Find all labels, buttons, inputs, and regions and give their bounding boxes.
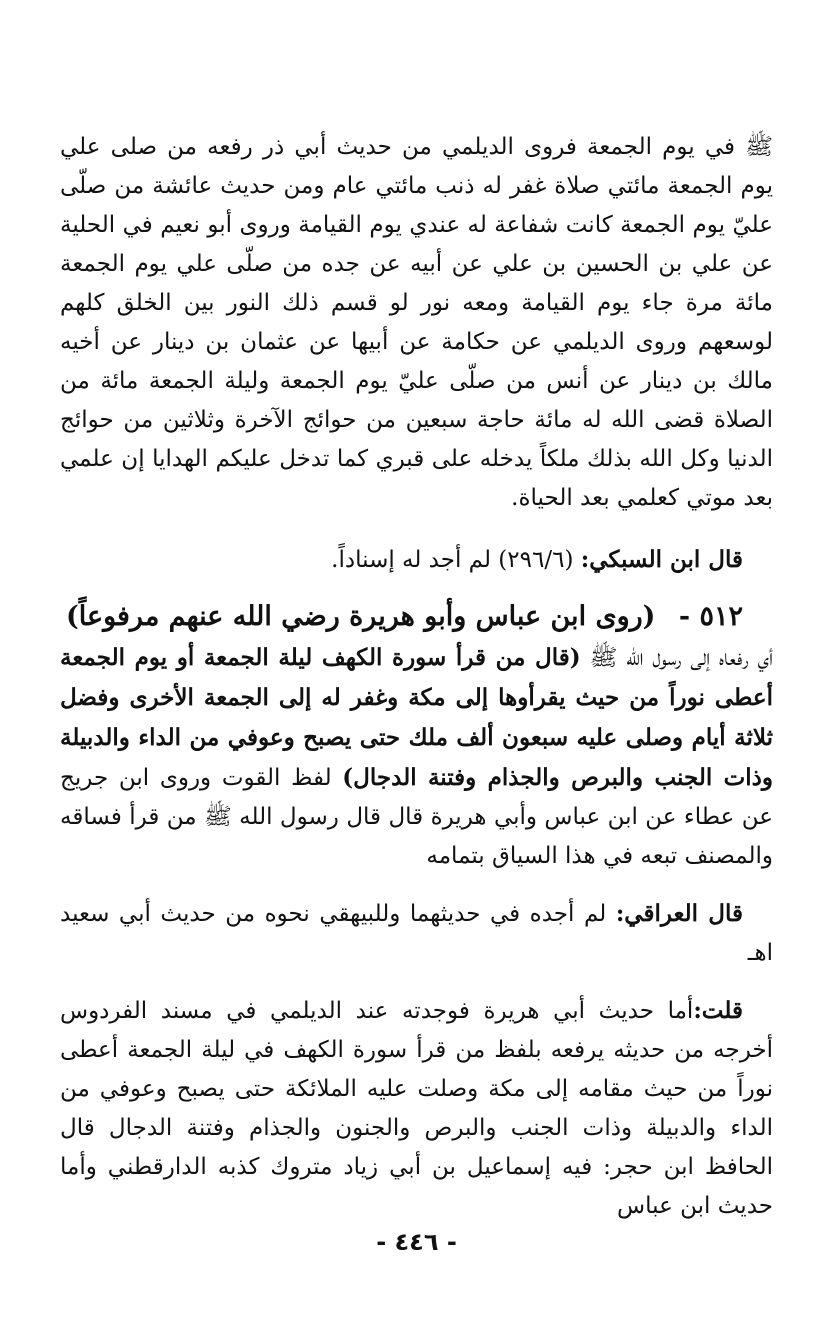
page-number: - ٤٤٦ - [376, 1228, 457, 1256]
hadith-number: ٥١٢ - [678, 601, 743, 632]
qultu-label: قلت: [693, 997, 743, 1024]
hadith-heading-text: (روى ابن عباس وأبو هريرة رضي الله عنهم مرفوعاً) [65, 601, 656, 632]
subki-label: قال ابن السبكي: [580, 546, 743, 573]
hadith-intro: أي رفعاه إلى رسول الله ﷺ [589, 645, 773, 671]
hadith-paragraph [60, 638, 773, 876]
paragraph-salawat-friday: ﷺ في يوم الجمعة فروى الديلمي من حديث أبي ذر رفعه من صلى علي يوم الجمعة مائتي صلاة غفر له ذنب مائتي عام ومن حديث عائشة من صلّى عليّ يوم الجمعة كانت شفاعة له عندي يوم القيامة وروى أبو نعيم في الحلية عن علي بن الحسين بن علي عن أبيه عن جده من صلّى علي يوم الجمعة مائة مرة جاء يوم القيامة ومعه نور لو قسم ذلك النور بين الخلق كلهم لوسعهم وروى الديلمي عن حكامة عن أبيها عن عثمان بن دينار عن أخيه مالك بن دينار عن أنس من صلّى عليّ يوم الجمعة وليلة الجمعة مائة من الصلاة قضى الله له مائة حاجة سبعين من حوائج الآخرة وثلاثين من حوائج الدنيا وكل الله بذلك ملكاً يدخله على قبري كما تدخل عليكم الهدايا إن علمي بعد موتي كعلمي بعد الحياة. [60, 134, 773, 511]
qultu-note [60, 991, 773, 1226]
subki-text: (٢٩٦/٦) لم أجد له إسناداً. [331, 547, 574, 573]
hadith-heading [60, 596, 773, 638]
iraqi-text: لم أجده في حديثهما وللبيهقي نحوه من حديث أبي سعيد اهـ [60, 901, 773, 966]
qultu-text: أما حديث أبي هريرة فوجدته عند الديلمي في مسند الفردوس أخرجه من حديثه يرفعه بلفظ من قرأ سورة الكهف في ليلة الجمعة أعطى نوراً من حيث مقامه إلى مكة وصلت عليه الملائكة حتى يصبح وعوفي من الداء والدبيلة وذات الجنب والبرص والجنون والجذام وفتنة الدجال قال الحافظ ابن حجر: فيه إسماعيل بن أبي زياد متروك كذبه الدارقطني وأما حديث ابن عباس [60, 998, 773, 1219]
hadith-rest: لفظ القوت وروى ابن جريج عن عطاء عن ابن عباس وأبي هريرة قال قال رسول الله ﷺ من قرأ فساقه والمصنف تبعه في هذا السياق بتمامه [60, 765, 773, 869]
iraqi-note [60, 894, 773, 973]
subki-note [60, 540, 773, 580]
hadith-matn: (قال من قرأ سورة الكهف ليلة الجمعة أو يوم الجمعة أعطى نوراً من حيث يقرأوها إلى مكة وغفر له إلى الجمعة الأخرى وفضل ثلاثة أيام وصلى عليه سبعون ألف ملك حتى يصبح وعوفي من الداء والدبيلة وذات الجنب والبرص والجذام وفتنة الدجال) [60, 644, 773, 791]
page-body [60, 128, 773, 1226]
iraqi-label: قال العراقي: [615, 900, 743, 927]
